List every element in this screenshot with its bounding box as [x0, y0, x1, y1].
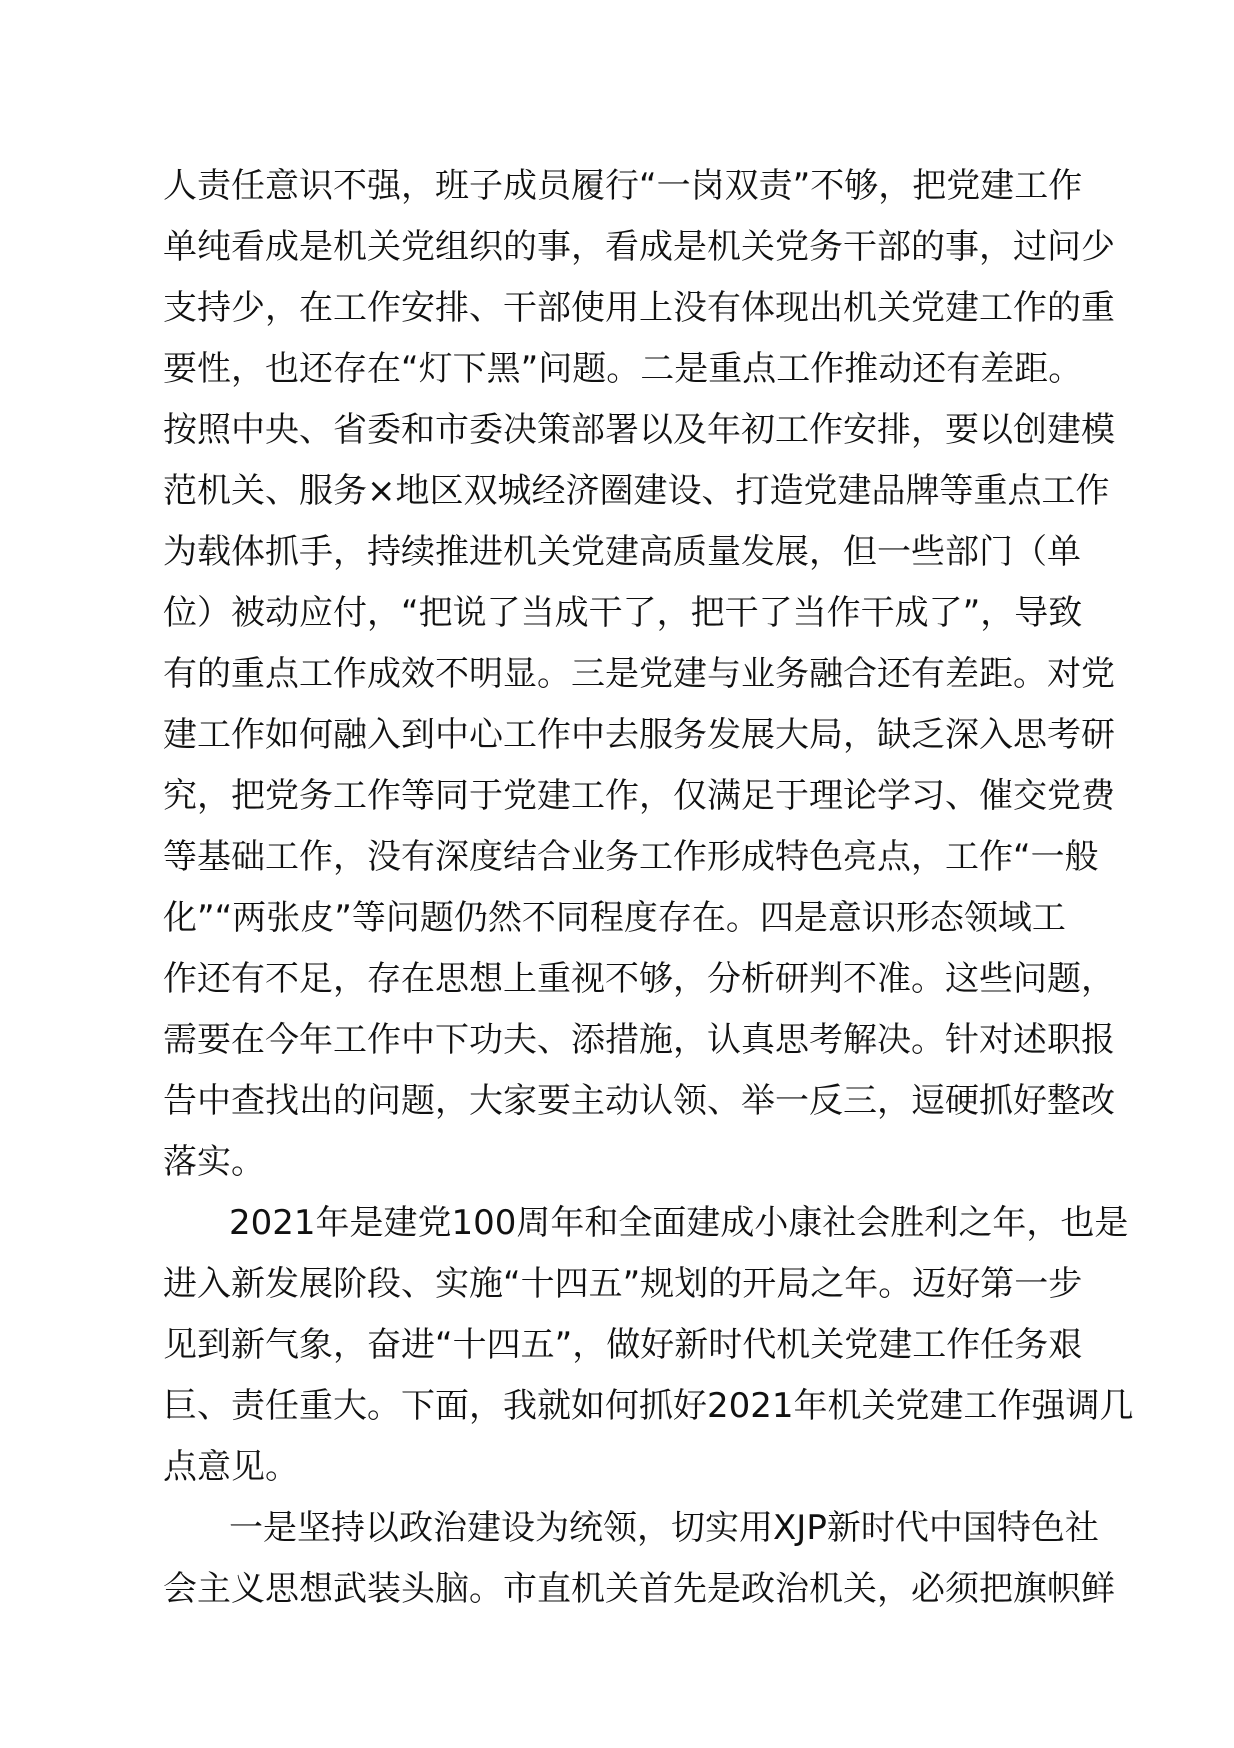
text-line: 见到新气象，奋进“十四五”，做好新时代机关党建工作任务艰 — [163, 1325, 1083, 1365]
text-line: 为载体抓手，持续推进机关党建高质量发展，但一些部门（单 — [163, 532, 1081, 572]
text-line: 会主义思想武装头脑。市直机关首先是政治机关，必须把旗帜鲜 — [163, 1569, 1115, 1609]
document-body — [163, 156, 1134, 1620]
text-line: 点意见。 — [163, 1447, 299, 1487]
text-line: 进入新发展阶段、实施“十四五”规划的开局之年。迈好第一步 — [163, 1264, 1083, 1304]
text-line: 巨、责任重大。下面，我就如何抓好2021年机关党建工作强调几 — [163, 1386, 1134, 1426]
text-line: 需要在今年工作中下功夫、添措施，认真思考解决。针对述职报 — [163, 1020, 1115, 1060]
text-line: 单纯看成是机关党组织的事，看成是机关党务干部的事，过问少 — [163, 227, 1115, 267]
text-line: 化”“两张皮”等问题仍然不同程度存在。四是意识形态领域工 — [163, 898, 1066, 938]
text-line: 范机关、服务×地区双城经济圈建设、打造党建品牌等重点工作 — [163, 471, 1110, 511]
text-line: 有的重点工作成效不明显。三是党建与业务融合还有差距。对党 — [163, 654, 1115, 694]
text-line: 建工作如何融入到中心工作中去服务发展大局，缺乏深入思考研 — [163, 715, 1115, 755]
paragraph — [163, 1193, 1134, 1498]
text-line: 究，把党务工作等同于党建工作，仅满足于理论学习、催交党费 — [163, 776, 1115, 816]
text-line: 落实。 — [163, 1142, 265, 1182]
text-line: 作还有不足，存在思想上重视不够，分析研判不准。这些问题， — [163, 959, 1115, 999]
text-line: 人责任意识不强，班子成员履行“一岗双责”不够，把党建工作 — [163, 166, 1083, 206]
text-line: 等基础工作，没有深度结合业务工作形成特色亮点，工作“一般 — [163, 837, 1099, 877]
paragraph — [163, 156, 1123, 1193]
text-line: 要性，也还存在“灯下黑”问题。二是重点工作推动还有差距。 — [163, 349, 1083, 389]
text-line: 告中查找出的问题，大家要主动认领、举一反三，逗硬抓好整改 — [163, 1081, 1115, 1121]
text-line: 位）被动应付，“把说了当成干了，把干了当作干成了”，导致 — [163, 593, 1083, 633]
text-line: 按照中央、省委和市委决策部署以及年初工作安排，要以创建模 — [163, 410, 1115, 450]
text-line: 2021年是建党100周年和全面建成小康社会胜利之年，也是 — [229, 1203, 1129, 1243]
text-line: 一是坚持以政治建设为统领，切实用XJP新时代中国特色社 — [229, 1508, 1099, 1548]
text-line: 支持少，在工作安排、干部使用上没有体现出机关党建工作的重 — [163, 288, 1115, 328]
paragraph — [163, 1498, 1123, 1620]
